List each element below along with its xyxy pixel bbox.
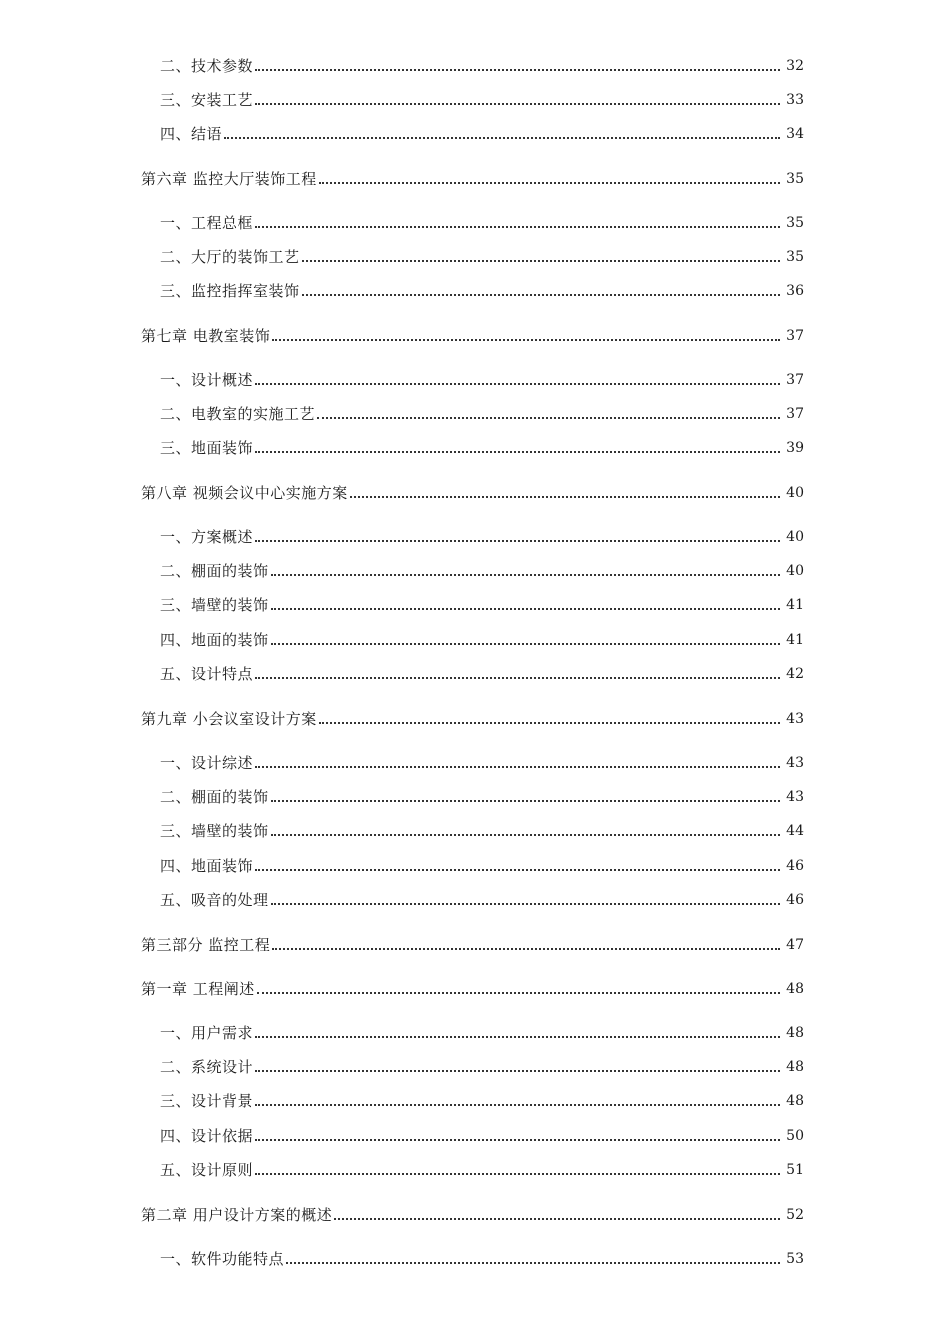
toc-section-entry[interactable] <box>0 888 950 912</box>
toc-page-number: 51 <box>786 1162 804 1178</box>
toc-section-entry[interactable] <box>0 1247 950 1271</box>
toc-entry-title: 五、设计原则 <box>160 1161 254 1179</box>
toc-dot-leader <box>271 643 780 645</box>
toc-dot-leader <box>255 69 780 71</box>
toc-dot-leader <box>255 677 780 679</box>
toc-entry-title: 三、安装工艺 <box>160 91 254 109</box>
toc-dot-leader <box>286 1262 780 1264</box>
toc-entry-title: 三、墙壁的装饰 <box>160 596 269 614</box>
toc-dot-leader <box>272 948 780 950</box>
toc-entry-title: 五、设计特点 <box>160 665 254 683</box>
toc-dot-leader <box>255 766 780 768</box>
toc-page-number: 37 <box>786 406 804 422</box>
toc-dot-leader <box>255 383 780 385</box>
toc-dot-leader <box>317 417 780 419</box>
toc-section-entry[interactable] <box>0 785 950 809</box>
toc-section-entry[interactable] <box>0 436 950 460</box>
toc-dot-leader <box>334 1218 780 1220</box>
toc-chapter-entry[interactable] <box>0 167 950 191</box>
toc-entry-title: 三、监控指挥室装饰 <box>160 282 300 300</box>
toc-section-entry[interactable] <box>0 122 950 146</box>
toc-page-number: 41 <box>786 632 804 648</box>
toc-dot-leader <box>271 574 780 576</box>
toc-page-number: 48 <box>786 981 804 997</box>
toc-page-number: 33 <box>786 92 804 108</box>
toc-section-entry[interactable] <box>0 54 950 78</box>
toc-section-entry[interactable] <box>0 88 950 112</box>
toc-entry-title: 一、软件功能特点 <box>160 1250 285 1268</box>
toc-entry-title: 三、设计背景 <box>160 1092 254 1110</box>
toc-page-number: 44 <box>786 823 804 839</box>
toc-dot-leader <box>255 1139 780 1141</box>
toc-page-number: 37 <box>786 328 804 344</box>
toc-dot-leader <box>271 800 780 802</box>
toc-entry-title: 一、工程总框 <box>160 214 254 232</box>
toc-page-number: 43 <box>786 711 804 727</box>
toc-entry-title: 第三部分 监控工程 <box>141 936 271 954</box>
toc-entry-title: 四、地面的装饰 <box>160 631 269 649</box>
toc-entry-title: 四、设计依据 <box>160 1127 254 1145</box>
toc-page-number: 43 <box>786 789 804 805</box>
toc-chapter-entry[interactable] <box>0 933 950 957</box>
toc-chapter-entry[interactable] <box>0 977 950 1001</box>
toc-entry-title: 第八章 视频会议中心实施方案 <box>141 484 348 502</box>
toc-dot-leader <box>255 1070 780 1072</box>
toc-dot-leader <box>224 137 780 139</box>
toc-page-number: 48 <box>786 1093 804 1109</box>
toc-entry-title: 第七章 电教室装饰 <box>141 327 271 345</box>
toc-page-number: 34 <box>786 126 804 142</box>
toc-dot-leader <box>302 260 780 262</box>
toc-section-entry[interactable] <box>0 751 950 775</box>
toc-page-number: 42 <box>786 666 804 682</box>
toc-section-entry[interactable] <box>0 1021 950 1045</box>
toc-dot-leader <box>350 496 780 498</box>
toc-entry-title: 第一章 工程阐述 <box>141 980 255 998</box>
toc-entry-title: 四、结语 <box>160 125 223 143</box>
toc-entry-title: 第六章 监控大厅装饰工程 <box>141 170 317 188</box>
toc-dot-leader <box>272 339 780 341</box>
toc-page-number: 52 <box>786 1207 804 1223</box>
toc-page-number: 36 <box>786 283 804 299</box>
toc-dot-leader <box>255 103 780 105</box>
toc-dot-leader <box>302 294 780 296</box>
toc-page-number: 48 <box>786 1059 804 1075</box>
toc-section-entry[interactable] <box>0 819 950 843</box>
toc-page-number: 50 <box>786 1128 804 1144</box>
toc-entry-title: 五、吸音的处理 <box>160 891 269 909</box>
toc-chapter-entry[interactable] <box>0 481 950 505</box>
toc-dot-leader <box>271 834 780 836</box>
toc-page-number: 48 <box>786 1025 804 1041</box>
toc-entry-title: 二、棚面的装饰 <box>160 562 269 580</box>
toc-dot-leader <box>255 869 780 871</box>
toc-entry-title: 二、大厅的装饰工艺 <box>160 248 300 266</box>
toc-dot-leader <box>271 903 780 905</box>
toc-entry-title: 一、方案概述 <box>160 528 254 546</box>
toc-page-number: 35 <box>786 215 804 231</box>
toc-entry-title: 第九章 小会议室设计方案 <box>141 710 317 728</box>
toc-entry-title: 三、墙壁的装饰 <box>160 822 269 840</box>
toc-entry-title: 一、设计概述 <box>160 371 254 389</box>
toc-dot-leader <box>255 1173 780 1175</box>
toc-page-number: 46 <box>786 892 804 908</box>
toc-page-number: 47 <box>786 937 804 953</box>
toc-dot-leader <box>255 451 780 453</box>
toc-entry-title: 四、地面装饰 <box>160 857 254 875</box>
toc-dot-leader <box>255 1104 780 1106</box>
toc-entry-title: 一、用户需求 <box>160 1024 254 1042</box>
toc-entry-title: 一、设计综述 <box>160 754 254 772</box>
toc-section-entry[interactable] <box>0 368 950 392</box>
toc-dot-leader <box>255 1036 780 1038</box>
toc-section-entry[interactable] <box>0 211 950 235</box>
toc-page-number: 53 <box>786 1251 804 1267</box>
toc-page-number: 43 <box>786 755 804 771</box>
toc-entry-title: 二、电教室的实施工艺 <box>160 405 316 423</box>
toc-page-number: 40 <box>786 485 804 501</box>
toc-section-entry[interactable] <box>0 628 950 652</box>
toc-entry-title: 第二章 用户设计方案的概述 <box>141 1206 333 1224</box>
toc-entry-title: 二、技术参数 <box>160 57 254 75</box>
toc-dot-leader <box>255 226 780 228</box>
toc-chapter-entry[interactable] <box>0 324 950 348</box>
toc-dot-leader <box>255 540 780 542</box>
toc-section-entry[interactable] <box>0 525 950 549</box>
toc-page-number: 35 <box>786 249 804 265</box>
toc-section-entry[interactable] <box>0 279 950 303</box>
toc-dot-leader <box>257 992 780 994</box>
toc-page-number: 40 <box>786 563 804 579</box>
toc-section-entry[interactable] <box>0 593 950 617</box>
toc-section-entry[interactable] <box>0 402 950 426</box>
toc-section-entry[interactable] <box>0 1089 950 1113</box>
toc-page-number: 40 <box>786 529 804 545</box>
toc-chapter-entry[interactable] <box>0 707 950 731</box>
toc-page-number: 41 <box>786 597 804 613</box>
toc-entry-title: 二、系统设计 <box>160 1058 254 1076</box>
toc-page-number: 32 <box>786 58 804 74</box>
toc-page-number: 35 <box>786 171 804 187</box>
toc-section-entry[interactable] <box>0 1158 950 1182</box>
toc-section-entry[interactable] <box>0 1124 950 1148</box>
toc-section-entry[interactable] <box>0 1055 950 1079</box>
toc-dot-leader <box>319 182 780 184</box>
toc-section-entry[interactable] <box>0 662 950 686</box>
toc-section-entry[interactable] <box>0 245 950 269</box>
toc-page-number: 39 <box>786 440 804 456</box>
toc-section-entry[interactable] <box>0 559 950 583</box>
toc-chapter-entry[interactable] <box>0 1203 950 1227</box>
toc-entry-title: 二、棚面的装饰 <box>160 788 269 806</box>
toc-dot-leader <box>319 722 780 724</box>
toc-entry-title: 三、地面装饰 <box>160 439 254 457</box>
toc-page-number: 46 <box>786 858 804 874</box>
toc-section-entry[interactable] <box>0 854 950 878</box>
toc-page-number: 37 <box>786 372 804 388</box>
toc-dot-leader <box>271 608 780 610</box>
